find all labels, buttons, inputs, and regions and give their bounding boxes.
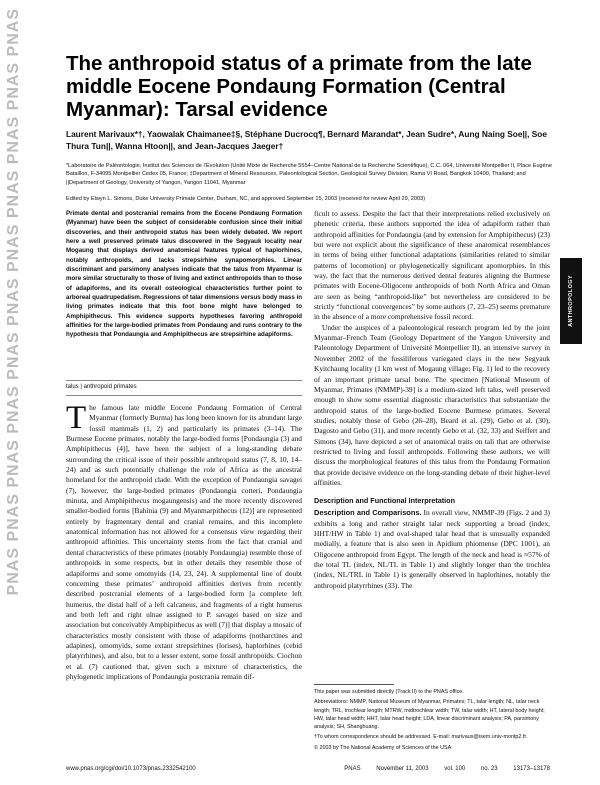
subject-tab-label: ANTHROPOLOGY (568, 275, 574, 327)
author-list: Laurent Marivaux*†, Yaowalak Chaimanee‡§, Stéphane Ducrocq¶, Bernard Marandat*, Jean Sudre*, Aung Naing Soe||, Soe Thura Tun||, Wanna Htoon||, and Jean-Jacques Jaeger† (66, 129, 547, 151)
article-title: The anthropoid status of a primate from the late middle Eocene Pondaung Formation (Central Myanmar): Tarsal evidence (66, 52, 532, 121)
col2-paragraph-1: ficult to assess. Despite the fact that their interpretations relied exclusively on phenetic criteria, these authors supported the idea of adapiform rather than anthropoid affinities for Pondaungia (and by extension for Amphipithecus) (23) but were not explicit about the significance of these anatomical resemblances in terms of being either functional adaptations (similarities related to similar patterns of locomotion) or phylogenetically significant apomorphies. In this way, the fact that the numerous derived dental features aligning the Burmese primates with Eocene-Oligocene anthropoids of both North Africa and Oman are seen as being “anthropoid-like” but nevertheless are considered to be strictly “functional convergences” by some authors (7, 23–25) seems premature in the absence of a more comprehensive fossil record. (314, 209, 550, 322)
col2-paragraph-3-text: In overall view, NMMP-39 (Figs. 2 and 3) exhibits a long and rather straight talar neck supporting a broad (index, HHT/HW in Table 1) and oval-shaped talar head that is unusually expanded medially, a feature that is also seen in Apidium phiomense (DPC 1001), an Oligocene anthropoid from Egypt. The length of the neck and head is ≈57% of the total TL (index, NL/TL in Table 1) and slightly longer than the trochlea (index, NL/TRL in Table 1) is generally observed in haplorhines, notably the anthropoid platyrrhines (33). The (314, 508, 551, 590)
footer-journal: PNAS (344, 766, 361, 772)
runin-heading: Description and Comparisons. (314, 508, 422, 518)
intro-text: he famous late middle Eocene Pondaung Formation of Central Myanmar (formerly Burma) has long been known for its abundant large fossil mammals (1, 2) and particularly its primates (3–14). The Burmese Eocene primates, notably the large-bodied forms [Pondaungia (3) and Amphipithecus (4)], have been the subject of a long-standing debate surrounding the critical issue of their possible anthropoid status (7, 8, 10, 14–24) and as such potentially challenge the role of Africa as the ancestral homeland for the anthropoid clade. With the exception of Pondaungia savagei (7), however, the large-bodied primates (Pondaungia cotteri, Pondaungia minuta, and Amphipithecus mogaungensis) and the more recently discovered smaller-bodied forms [Bahinia (9) and Myanmarpithecus (12)] are represented entirely by fragmentary dental and cranial remains, and this incomplete anatomical information has not allowed for a consensus view regarding their anthropoid affinities. This uncertainty stems from the fact that cranial and dental characteristics of these primates (notably Pondaungia) resemble those of anthropoids in some respects, but in other details they resemble those of adapiforms and some omomyids (14, 23, 24). A supplemental line of doubt concerning these primates’ anthropoid affinities derives from recently described postcranial elements of a large-bodied form [a complete left humerus, the distal half of a left calcaneus, and fragments of a right humerus and both left and right ulnae assigned to P. savagei based on size and association but conceivably Amphipithecus as well (7)] that display a mosaic of characteristics mostly consistent with those of adapiforms (notharctines and adapines), omomyids, some extant strepsirhines (lorises), haplorhines (cebid platyrrhines), and also, but to a lesser extent, some fossil anthropoids. Ciochon et al. (7) cautioned that, given such a mixture of characteristics, the phylogenetic implications of Pondaungia postcrania remain dif- (66, 403, 302, 681)
footer-volume: vol. 100 (444, 766, 466, 772)
pnas-side-strip (6, 8, 22, 780)
page-footer (66, 766, 550, 772)
footer-date: November 11, 2003 (376, 766, 429, 772)
keywords-rule-top (66, 380, 302, 381)
footer-doi: www.pnas.org/cgi/doi/10.1073/pnas.2332542100 (66, 766, 196, 772)
footer-pages: 13173–13178 (513, 766, 550, 772)
footnote-correspondence: †To whom correspondence should be addressed. E-mail: marivaux@isem.univ-montp2.fr. (314, 734, 528, 741)
intro-column (66, 400, 302, 682)
footer-citation (330, 766, 550, 772)
pnas-strip-text: PNAS PNAS PNAS PNAS PNAS PNAS PNAS PNAS PNAS PNAS PNAS (5, 8, 22, 596)
abstract: Primate dental and postcranial remains from the Eocene Pondaung Formation (Myanmar) have been the subject of considerable confusion since their initial discoveries, and their anthropoid status has been widely debated. We report here a well preserved primate talus discovered in the Segyauk locality near Mogaung that displays derived anatomical features typical of haplorhines, notably anthropoids, and lacks strepsirhine synapomorphies. Linear discriminant and parsimony analyses indicate that the talus from Myanmar is more similar structurally to those of living and extinct anthropoids than to those of adapiforms, and its overall osteological characteristics further point to arboreal quadrupedalism. Regressions of talar dimensions versus body mass in living primates indicate that this foot bone might have belonged to Amphipithecus. This evidence supports hypotheses favoring anthropoid affinities for the large-bodied primates from Pondaung and runs contrary to the hypothesis that Pondaungia and Amphipithecus are strepsirhine adapiforms. (66, 210, 302, 339)
footnote-rule (314, 684, 394, 685)
subject-tab (560, 258, 582, 344)
footnote-abbreviations: Abbreviations: NMMP, National Museum of Myanmar, Primates; TL, talar length; NL, talar neck length; TRL, trochlear length; MTRW, midtrochlear width; TW, talar width; HT, lateral body height; HW, talar head width; HHT, talar head height; LDA, linear discriminant analysis; PA, parsimony analysis; SH, Shanghuang. (314, 699, 545, 731)
footnote-submission: This paper was submitted directly (Track II) to the PNAS office. (314, 689, 464, 695)
col2-paragraph-3 (314, 508, 550, 591)
right-column (314, 209, 550, 591)
col2-paragraph-2: Under the auspices of a paleontological research program led by the joint Myanmar–French Team (Geology Department of the Yangon University and Paleontology Department of Université Montpellier II), an intensive survey in November 2002 of the fossiliferous variegated clays in the new Segyauk Kyitchaung locality (1 km west of Mogaung village; Fig. 1) led to the recovery of an important primate tarsal bone. The specimen [National Museum of Myanmar, Primates (NMMP)-39] is a medium-sized left talus, well preserved enough to show some essential diagnostic characteristics that substantiate the anthropoid status of the large-bodied Eocene Burmese primates. Several studies, notably those of Gebo (26–28), Beard et al. (29), Gebo et al. (30), Dagosto and Gebo (31), and more recently Gebo et al. (32, 33) and Seiffert and Simons (34), have depicted a set of anatomical traits on tali that are otherwise restricted to living and fossil anthropoids. Following these authors, we will discuss the morphological features of this talus from the Pondaung Formation that provide decisive evidence on the long-standing debate of their higher-level affinities. (314, 322, 550, 487)
keywords: talus | anthropoid primates (66, 384, 137, 390)
section-heading: Description and Functional Interpretation (314, 496, 455, 506)
edited-by-line: Edited by Elwyn L. Simons, Duke University Primate Center, Durham, NC, and approved September 15, 2003 (received for review April 29, 2003) (66, 196, 426, 202)
drop-cap: T (66, 400, 87, 436)
footnotes (314, 688, 550, 754)
keywords-rule-bottom (66, 395, 302, 396)
affiliations: *Laboratoire de Paléontologie, Institut des Sciences de l’Évolution (Unité Mixte de Recherche 5554–Centre National de la Recherche Scientifique), C.C. 064, Université Montpellier II, Place Eugène Bataillon, F-34095 Montpellier Cedex 05, France; ‡Department of Mineral Resources, Paleontological Section, Geological Survey Division, Rama VI Road, Bangkok 10400, Thailand; and ||Department of Geology, University of Yangon, Yangon 11041, Myanmar (66, 163, 552, 186)
footer-number: no. 23 (480, 766, 498, 772)
footnote-copyright: © 2003 by The National Academy of Sciences of the USA (314, 744, 452, 751)
